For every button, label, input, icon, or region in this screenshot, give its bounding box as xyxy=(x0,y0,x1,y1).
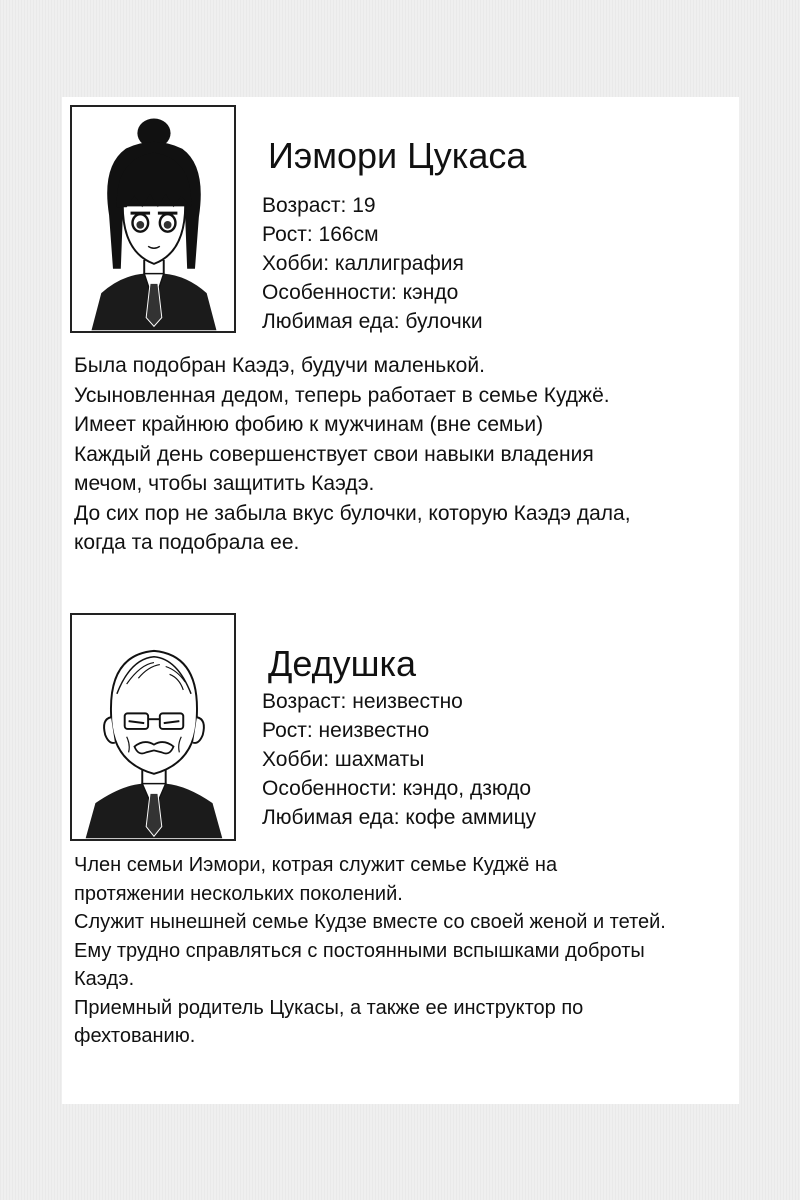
stat-favorite-food: Любимая еда: булочки xyxy=(262,310,483,333)
description-line: До сих пор не забыла вкус булочки, которую Каэдэ дала, xyxy=(74,501,631,525)
stat-age: Возраст: 19 xyxy=(262,194,376,217)
character-description xyxy=(74,351,631,558)
character-stats xyxy=(262,687,536,832)
stat-hobby: Хобби: каллиграфия xyxy=(262,252,464,275)
stat-height: Рост: 166см xyxy=(262,223,379,246)
tsukasa-portrait xyxy=(70,105,236,333)
stat-features: Особенности: кэндо xyxy=(262,281,459,304)
description-line: протяжении нескольких поколений. xyxy=(74,882,403,905)
description-line: Каэдэ. xyxy=(74,968,135,990)
character-name: Дедушка xyxy=(268,643,417,684)
stat-height: Рост: неизвестно xyxy=(262,719,430,742)
description-line: Усыновленная дедом, теперь работает в семье Куджё. xyxy=(74,383,610,407)
stat-features: Особенности: кэндо, дзюдо xyxy=(262,777,532,800)
description-line: фехтованию. xyxy=(74,1025,196,1047)
description-line: Член семьи Иэмори, котрая служит семье Куджё на xyxy=(74,854,558,876)
stat-favorite-food: Любимая еда: кофе аммицу xyxy=(262,806,537,829)
description-line: Была подобран Каэдэ, будучи маленькой. xyxy=(74,354,485,377)
description-line: Каждый день совершенствует свои навыки владения xyxy=(74,442,594,466)
description-line: Имеет крайнюю фобию к мужчинам (вне семьи) xyxy=(74,413,544,436)
description-line: когда та подобрала ее. xyxy=(74,531,300,554)
character-name: Иэмори Цукаса xyxy=(268,135,527,176)
character-stats xyxy=(262,191,483,336)
description-line: Приемный родитель Цукасы, а также ее инструктор по xyxy=(74,996,584,1019)
description-line: Ему трудно справляться с постоянными вспышками доброты xyxy=(74,939,645,962)
description-line: Служит нынешней семье Кудзе вместе со своей женой и тетей. xyxy=(74,911,666,933)
character-description xyxy=(74,851,666,1051)
stat-age: Возраст: неизвестно xyxy=(262,690,463,713)
grandfather-portrait xyxy=(70,613,236,841)
description-line: мечом, чтобы защитить Каэдэ. xyxy=(74,472,375,495)
profile-page xyxy=(62,97,739,1104)
stat-hobby: Хобби: шахматы xyxy=(262,748,425,771)
